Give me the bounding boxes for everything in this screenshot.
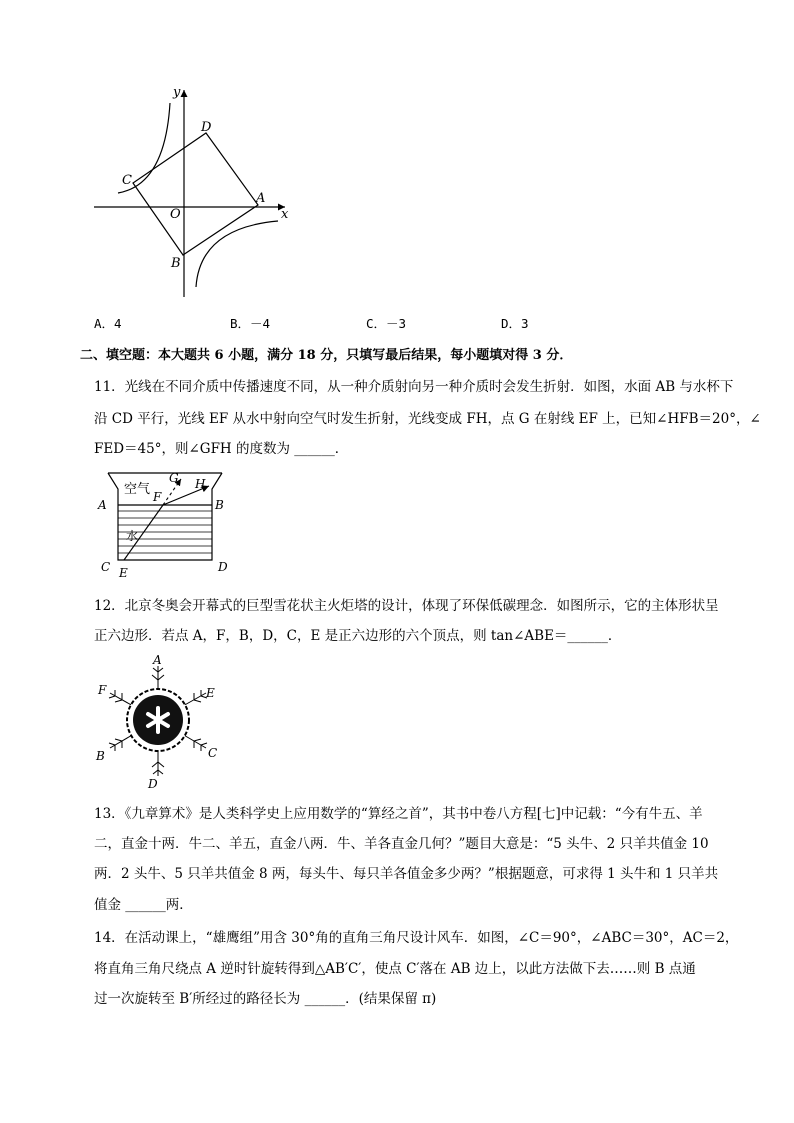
option-a: A．4 bbox=[94, 316, 122, 331]
square-abcd bbox=[133, 133, 258, 255]
label-x: x bbox=[281, 207, 289, 222]
q14-line-2: 将直角三角尺绕点 A 逆时针旋转得到△AB′C′，使点 C′落在 AB 边上，以此方法做下去……则 B 点通 bbox=[94, 961, 696, 977]
hyperbola-branch-lower bbox=[196, 221, 278, 287]
option-d: D．3 bbox=[501, 316, 529, 331]
label-o: O bbox=[170, 207, 181, 222]
option-c: C．－3 bbox=[366, 316, 407, 331]
label-c: C bbox=[101, 560, 111, 574]
label-water: 水 bbox=[126, 529, 139, 543]
q12-line-1: 12．北京冬奥会开幕式的巨型雪花状主火炬塔的设计，体现了环保低碳理念．如图所示，它的主体形状呈 bbox=[94, 598, 719, 614]
label-b: B bbox=[96, 749, 105, 763]
q14-line-3: 过一次旋转至 B′所经过的路径长为 ______．(结果保留 π) bbox=[94, 991, 437, 1007]
q11-line-1: 11．光线在不同介质中传播速度不同，从一种介质射向另一种介质时会发生折射．如图，水面 AB 与水杯下 bbox=[94, 379, 734, 395]
q13-line-3: 两．2 头牛、5 只羊共值金 8 两，每头牛、每只羊各值金多少两？”根据题意，可求得 1 头牛和 1 只羊共 bbox=[94, 866, 719, 882]
label-y: y bbox=[173, 85, 181, 100]
q11-line-3: FED＝45°，则∠GFH 的度数为 ______． bbox=[94, 441, 349, 457]
label-g: G bbox=[169, 471, 179, 485]
label-c: C bbox=[122, 173, 132, 188]
label-h: H bbox=[195, 477, 206, 491]
label-d: D bbox=[201, 120, 212, 135]
snowflake-figure bbox=[92, 650, 224, 794]
coordinate-figure bbox=[88, 80, 298, 300]
label-e: E bbox=[119, 566, 128, 580]
label-f: F bbox=[153, 490, 162, 504]
label-d: D bbox=[218, 560, 228, 574]
label-b: B bbox=[215, 498, 224, 512]
label-f: F bbox=[98, 683, 107, 697]
q12-line-2: 正六边形．若点 A，F，B，D，C，E 是正六边形的六个顶点，则 tan∠ABE＝______． bbox=[94, 628, 622, 644]
q13-line-4: 值金 ______两． bbox=[94, 897, 193, 913]
option-b: B．－4 bbox=[230, 316, 271, 331]
label-d: D bbox=[148, 777, 158, 791]
label-c: C bbox=[208, 746, 218, 760]
q13-line-2: 二，直金十两．牛二、羊五，直金八两．牛、羊各直金几何？”题目大意是：“5 头牛、2 只羊共值金 10 bbox=[94, 836, 709, 852]
q11-line-2: 沿 CD 平行，光线 EF 从水中射向空气时发生折射，光线变成 FH，点 G 在射线 EF 上，已知∠HFB＝20°，∠ bbox=[94, 411, 761, 427]
label-a: A bbox=[98, 498, 107, 512]
refraction-figure bbox=[96, 464, 238, 580]
q14-line-1: 14．在活动课上，“雄鹰组”用含 30°角的直角三角尺设计风车．如图，∠C＝90°，∠ABC＝30°，AC＝2， bbox=[94, 930, 739, 946]
section-heading: 二、填空题：本大题共 6 小题，满分 18 分，只填写最后结果，每小题填对得 3 分． bbox=[80, 348, 573, 363]
q13-line-1: 13．《九章算术》是人类科学史上应用数学的“算经之首”，其书中卷八方程[七]中记载：“今有牛五、羊 bbox=[94, 806, 703, 822]
label-e: E bbox=[206, 686, 215, 700]
label-air: 空气 bbox=[124, 482, 151, 497]
label-b: B bbox=[171, 256, 181, 271]
label-a: A bbox=[256, 191, 266, 206]
label-a: A bbox=[153, 653, 162, 667]
